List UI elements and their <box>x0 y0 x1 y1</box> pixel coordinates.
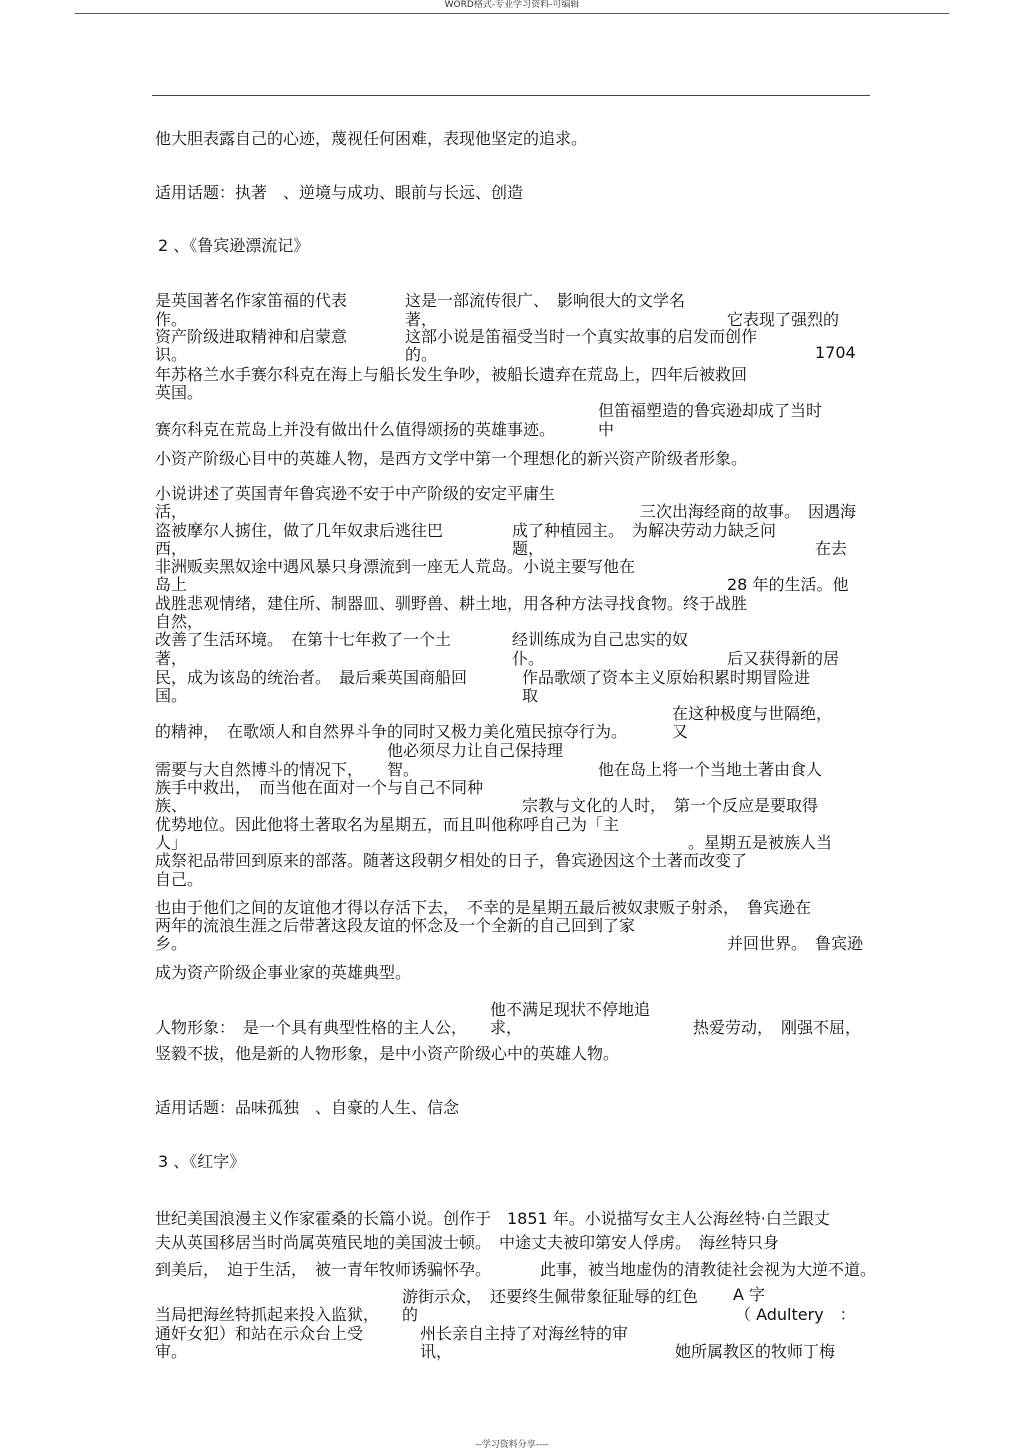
text-line: 28 年的生活。他 <box>727 575 849 594</box>
text-line: 但笛福塑造的鲁宾逊却成了当时 <box>598 401 823 420</box>
text-line: 英国。 <box>155 383 204 402</box>
text-line: 夫从英国移居当时尚属英殖民地的美国波士顿。 中途丈夫被印第安人俘虏。 海丝特只身 <box>155 1233 780 1252</box>
text-line: 州长亲自主持了对海丝特的审 <box>420 1324 629 1343</box>
text-line: 世纪美国浪漫主义作家霍桑的长篇小说。创作于 1851 年。小说描写女主人公海丝特·白兰跟丈 <box>155 1209 830 1228</box>
text-line: 年苏格兰水手赛尔科克在海上与船长发生争吵，被船长遗弃在荒岛上，四年后被救回 <box>155 365 748 384</box>
text-line: 识。 <box>155 345 188 364</box>
text-line: 盗被摩尔人掳住，做了几年奴隶后逃往巴 <box>155 521 444 540</box>
text-line: 成祭祀品带回到原来的部落。随著这段朝夕相处的日子，鲁宾逊因这个土著而改变了 <box>155 851 748 870</box>
text-line: 族、 <box>155 796 188 815</box>
text-line: 后又获得新的居 <box>727 649 840 668</box>
text-line: 需要与大自然博斗的情况下， <box>155 760 364 779</box>
text-line: 她所属教区的牧师丁梅 <box>675 1342 836 1361</box>
text-line: 西， <box>155 539 188 558</box>
text-line: 的 <box>402 1305 419 1324</box>
text-line: 它表现了强烈的 <box>727 310 840 329</box>
text-line: 族手中救出， 而当他在面对一个与自己不同种 <box>155 778 484 797</box>
text-line: 人物形象： 是一个具有典型性格的主人公， <box>155 1018 468 1037</box>
text-line: 通奸女犯）和站在示众台上受 <box>155 1324 364 1343</box>
text-line: 岛上 <box>155 575 188 594</box>
text-line: 2 、《鲁宾逊漂流记》 <box>158 236 310 255</box>
text-line: 3 、《红字》 <box>158 1152 246 1171</box>
text-line: 小说讲述了英国青年鲁宾逊不安于中产阶级的安定平庸生 <box>155 484 556 503</box>
text-line: 审。 <box>155 1342 188 1361</box>
text-line: 战胜悲观情绪，建住所、制器皿、驯野兽、耕土地，用各种方法寻找食物。终于战胜 <box>155 594 748 613</box>
text-line: 求， <box>490 1018 523 1037</box>
text-line: 1704 <box>815 343 856 362</box>
text-line: 是英国著名作家笛福的代表 <box>155 291 348 310</box>
text-line: 到美后， 迫于生活， 被一青年牧师诱骗怀孕。 <box>155 1260 492 1279</box>
text-line: 竖毅不拔，他是新的人物形象，是中小资产阶级心中的英雄人物。 <box>155 1044 620 1063</box>
text-line: 成了种植园主。 为解决劳动力缺乏问 <box>512 521 777 540</box>
text-line: （ Adultery ： <box>735 1305 856 1324</box>
text-line: 这是一部流传很广、 影响很大的文学名 <box>405 291 686 310</box>
text-line: 作品歌颂了资本主义原始积累时期冒险进 <box>522 668 811 687</box>
text-line: 改善了生活环境。 在第十七年救了一个土 <box>155 630 452 649</box>
text-line: 的。 <box>405 345 438 364</box>
text-line: 著， <box>405 310 438 329</box>
text-line: 优势地位。因此他将土著取名为星期五，而且叫他称呼自己为「主 <box>155 815 620 834</box>
text-line: 国。 <box>155 686 188 705</box>
text-line: 人」 <box>155 833 188 852</box>
text-line: 自然， <box>155 612 204 631</box>
text-line: 作。 <box>155 310 188 329</box>
text-line: 乡。 <box>155 934 188 953</box>
text-line: 题， <box>512 539 545 558</box>
text-line: 民，成为该岛的统治者。 最后乘英国商船回 <box>155 668 468 687</box>
page-footer: --学习资料分享---- <box>475 1440 549 1450</box>
text-line: 小资产阶级心目中的英雄人物，是西方文学中第一个理想化的新兴资产阶级者形象。 <box>155 449 748 468</box>
text-line: A 字 <box>733 1285 766 1304</box>
text-line: 适用话题：执著 、逆境与成功、眼前与长远、创造 <box>155 183 524 202</box>
text-line: 两年的流浪生涯之后带著这段友谊的怀念及一个全新的自己回到了家 <box>155 916 636 935</box>
top-divider <box>152 95 870 96</box>
text-line: 他不满足现状不停地追 <box>490 1000 651 1019</box>
text-line: 他在岛上将一个当地土著由食人 <box>598 760 823 779</box>
text-line: 经训练成为自己忠实的奴 <box>512 630 689 649</box>
text-line: 他必须尽力让自己保持理 <box>387 741 564 760</box>
text-line: 三次出海经商的故事。 因遇海 <box>640 502 857 521</box>
text-line: 讯， <box>420 1342 453 1361</box>
text-line: 此事，被当地虚伪的清教徒社会视为大逆不道。 <box>540 1260 877 1279</box>
text-line: 他大胆表露自己的心迹，蔑视任何困难，表现他坚定的追求。 <box>155 129 588 148</box>
text-line: 也由于他们之间的友谊他才得以存活下去， 不幸的是星期五最后被奴隶贩子射杀， 鲁宾逊在 <box>155 898 812 917</box>
text-line: 游街示众， 还要终生佩带象征耻辱的红色 <box>402 1287 699 1306</box>
text-line: 智。 <box>387 760 420 779</box>
text-line: 中 <box>598 420 615 439</box>
text-line: 资产阶级进取精神和启蒙意 <box>155 327 348 346</box>
text-line: 这部小说是笛福受当时一个真实故事的启发而创作 <box>405 327 758 346</box>
text-line: 并回世界。 鲁宾逊 <box>727 934 864 953</box>
text-line: 热爱劳动， 刚强不屈， <box>693 1018 862 1037</box>
text-line: 在去 <box>815 539 848 558</box>
text-line: 仆。 <box>512 649 545 668</box>
text-line: 宗教与文化的人时， 第一个反应是要取得 <box>522 796 819 815</box>
page-header: WORD格式-专业学习资料-可编辑 <box>444 0 580 10</box>
text-line: 取 <box>522 686 539 705</box>
text-line: 著， <box>155 649 188 668</box>
text-line: 赛尔科克在荒岛上并没有做出什么值得颂扬的英雄事迹。 <box>155 420 556 439</box>
header-divider <box>75 13 949 14</box>
text-line: 非洲贩卖黑奴途中遇风暴只身漂流到一座无人荒岛。小说主要写他在 <box>155 557 636 576</box>
text-line: 当局把海丝特抓起来投入监狱， <box>155 1305 380 1324</box>
text-line: 又 <box>672 722 689 741</box>
text-line: 。星期五是被族人当 <box>688 833 833 852</box>
text-line: 适用话题：品味孤独 、自豪的人生、信念 <box>155 1098 460 1117</box>
text-line: 成为资产阶级企事业家的英雄典型。 <box>155 963 412 982</box>
text-line: 的精神， 在歌颂人和自然界斗争的同时又极力美化殖民掠夺行为。 <box>155 722 628 741</box>
text-line: 活， <box>155 502 188 521</box>
text-line: 在这种极度与世隔绝， <box>672 704 833 723</box>
text-line: 自己。 <box>155 870 204 889</box>
